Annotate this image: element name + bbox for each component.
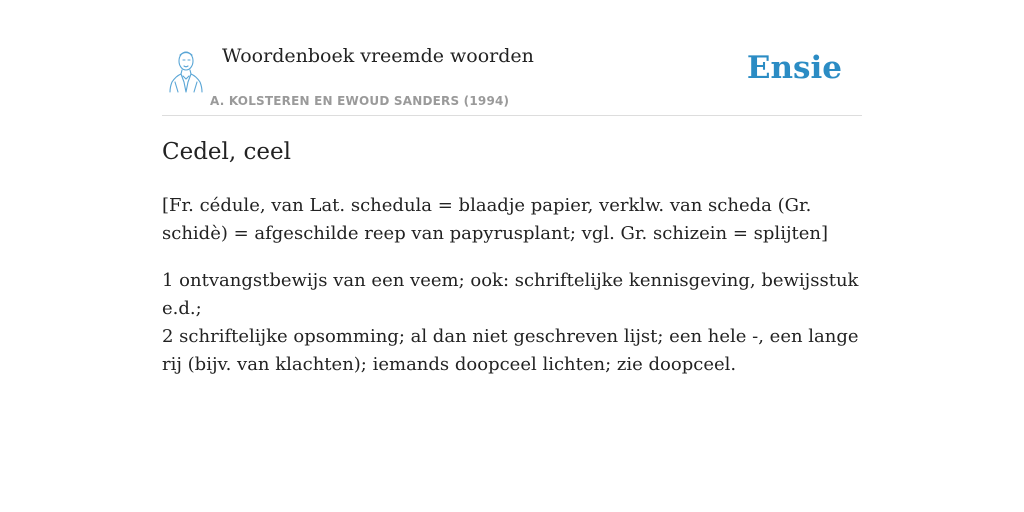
entry-definition-2: 2 schriftelijke opsomming; al dan niet geschreven lijst; een hele -, een lange rij (bijv. van klachten); iemands doopceel lichten; zie doopceel. — [162, 326, 859, 375]
entry-etymology: [Fr. cédule, van Lat. schedula = blaadje papier, verklw. van scheda (Gr. schidè) = afgeschilde reep van papyrusplant; vgl. Gr. schizein = splijten] — [162, 195, 829, 244]
dictionary-header — [162, 40, 862, 116]
author-portrait-icon[interactable] — [166, 48, 206, 94]
entry-definition-1: 1 ontvangstbewijs van een veem; ook: schriftelijke kennisgeving, bewijsstuk e.d.; — [162, 270, 859, 319]
brand-logo-link[interactable]: Ensie — [746, 50, 842, 86]
entry-title: Cedel, ceel — [162, 139, 291, 165]
book-title[interactable]: Woordenboek vreemde woorden — [222, 45, 534, 67]
book-authors: A. KOLSTEREN EN EWOUD SANDERS (1994) — [210, 94, 510, 108]
